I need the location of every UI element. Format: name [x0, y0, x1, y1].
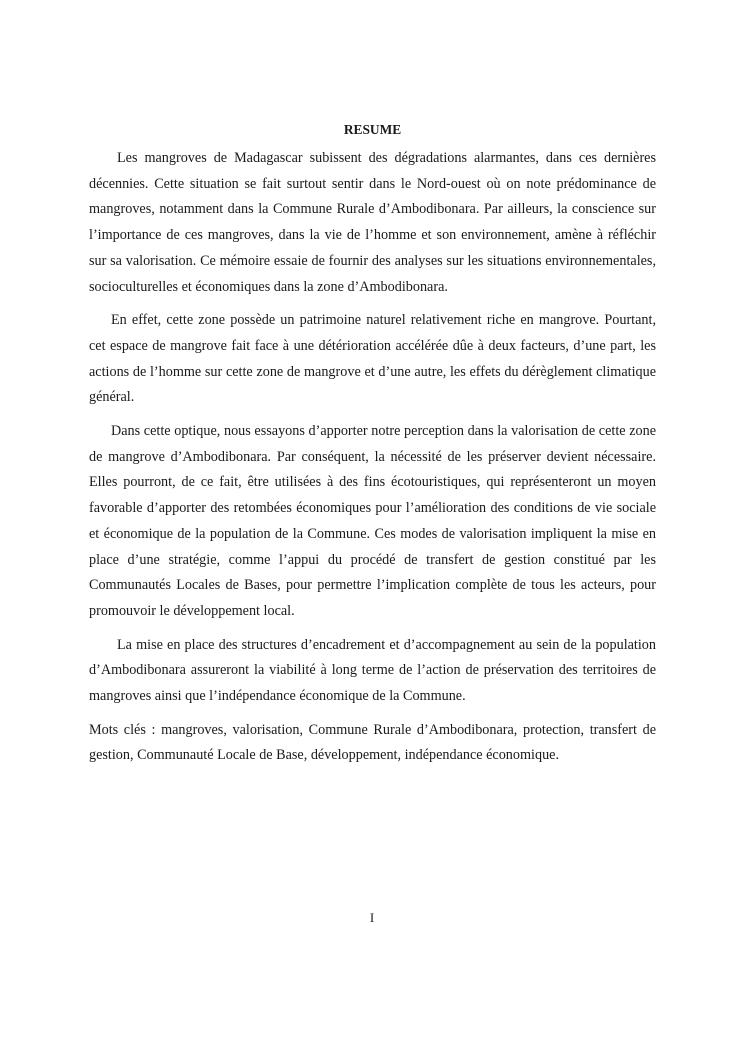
- paragraph-1: Les mangroves de Madagascar subissent des dégradations alarmantes, dans ces dernières décennies. Cette situation se fait surtout sentir dans le Nord-ouest où on note prédominance de mangroves, notamment dans la Commune Rurale d’Ambodibonara. Par ailleurs, la conscience sur l’importance de ces mangroves, dans la vie de l’homme et son environnement, amène à réfléchir sur sa valorisation. Ce mémoire essaie de fournir des analyses sur les situations environnementales, socioculturelles et économiques dans la zone d’Ambodibonara.: [89, 150, 656, 295]
- resume-section: [89, 120, 656, 777]
- paragraph-2: En effet, cette zone possède un patrimoine naturel relativement riche en mangrove. Pourtant, cet espace de mangrove fait face à une détérioration accélérée dûe à deux facteurs, d’une part, les actions de l’homme sur cette zone de mangrove et d’une autre, les effets du dérèglement climatique général.: [89, 312, 656, 406]
- paragraph-4: La mise en place des structures d’encadrement et d’accompagnement au sein de la population d’Ambodibonara assureront la viabilité à long terme de l’action de préservation des territoires de mangroves ainsi que l’indépendance économique de la Commune.: [89, 636, 656, 705]
- page-title: RESUME: [343, 122, 402, 137]
- keywords: Mots clés : mangroves, valorisation, Commune Rurale d’Ambodibonara, protection, transfert de gestion, Communauté Locale de Base, développement, indépendance économique.: [89, 721, 656, 764]
- page-number: I: [369, 910, 375, 925]
- paragraph-3: Dans cette optique, nous essayons d’apporter notre perception dans la valorisation de cette zone de mangrove d’Ambodibonara. Par conséquent, la nécessité de les préserver devient nécessaire. Elles pourront, de ce fait, être utilisées à des fins écotouristiques, qui représenteront un moyen favorable d’apporter des retombées économiques pour l’amélioration des conditions de vie sociale et économique de la population de la Commune. Ces modes de valorisation impliquent la mise en place d’une stratégie, comme l’appui du procédé de transfert de gestion constitué par les Communautés Locales de Bases, pour permettre l’implication complète de tous les acteurs, pour promouvoir le développement local.: [89, 423, 656, 619]
